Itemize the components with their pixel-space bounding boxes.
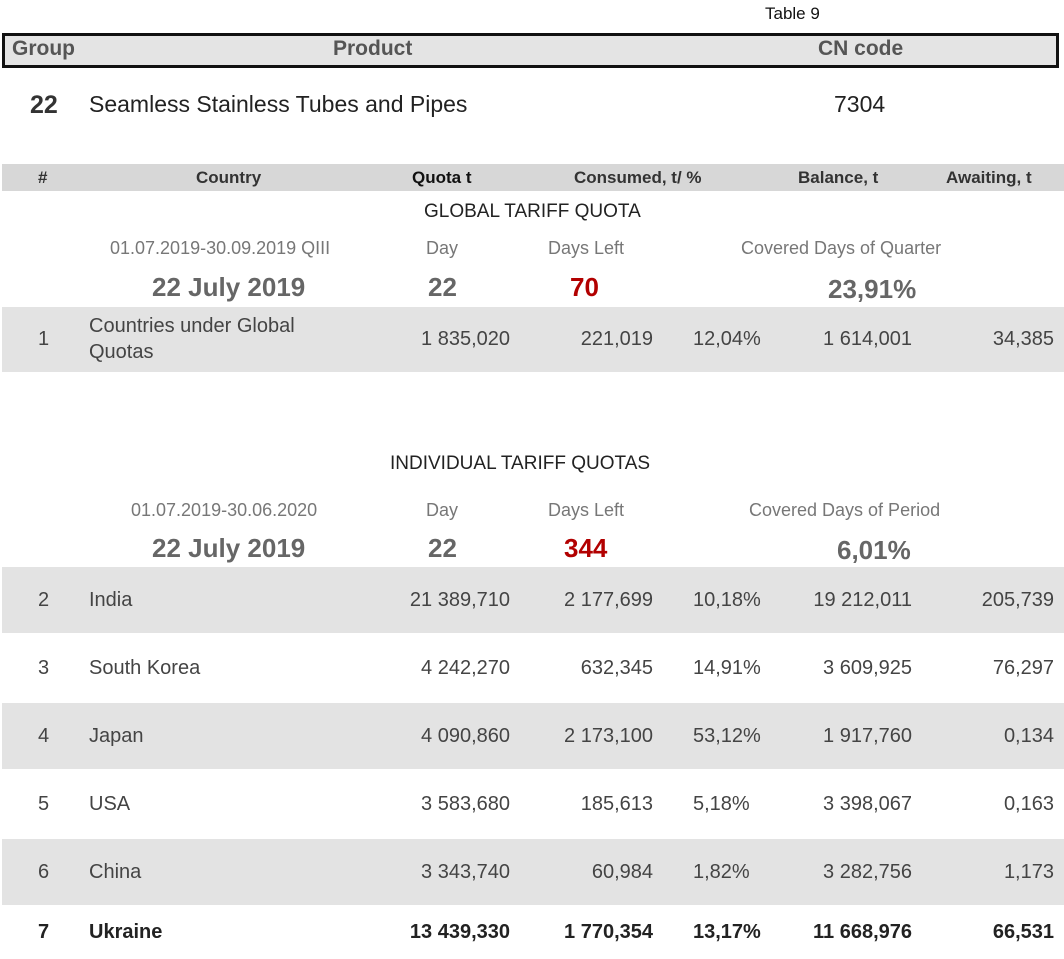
row-balance: 1 614,001 — [823, 328, 912, 350]
individual-date: 22 July 2019 — [152, 533, 306, 563]
row-consumed-t: 632,345 — [580, 657, 653, 679]
individual-covered-label: Covered Days of Period — [749, 500, 941, 520]
row-awaiting: 0,163 — [1003, 793, 1054, 815]
row-country: Countries under Global Quotas — [89, 315, 295, 363]
table-row — [2, 907, 1064, 959]
row-num: 4 — [38, 725, 50, 747]
row-num: 3 — [38, 657, 50, 679]
individual-days-left-label: Days Left — [548, 500, 625, 520]
group-header: Group — [12, 37, 75, 60]
row-awaiting: 205,739 — [981, 589, 1054, 611]
row-consumed-pct: 53,12% — [693, 725, 761, 747]
row-awaiting: 76,297 — [992, 657, 1054, 679]
row-quota: 3 583,680 — [421, 793, 510, 815]
row-awaiting: 34,385 — [992, 328, 1054, 350]
global-date: 22 July 2019 — [152, 272, 306, 302]
global-covered-label: Covered Days of Quarter — [741, 238, 942, 258]
col-quota: Quota t — [412, 168, 472, 187]
row-consumed-pct: 14,91% — [693, 657, 761, 679]
row-consumed-pct: 10,18% — [693, 589, 761, 611]
col-balance: Balance, t — [798, 168, 879, 187]
row-awaiting: 66,531 — [992, 921, 1054, 943]
col-num: # — [38, 168, 48, 187]
row-quota: 3 343,740 — [421, 861, 510, 883]
row-quota: 13 439,330 — [409, 921, 510, 943]
row-balance: 11 668,976 — [813, 921, 912, 943]
row-quota: 21 389,710 — [409, 589, 510, 611]
row-consumed-t: 2 173,100 — [564, 725, 653, 747]
row-balance: 3 609,925 — [823, 657, 912, 679]
row-balance: 3 398,067 — [823, 793, 912, 815]
cn-code-header: CN code — [818, 37, 904, 60]
row-awaiting: 0,134 — [1003, 725, 1054, 747]
global-days-left-label: Days Left — [548, 238, 625, 258]
table-row — [2, 839, 1064, 905]
col-country: Country — [196, 168, 262, 187]
global-title: GLOBAL TARIFF QUOTA — [424, 201, 641, 222]
global-day: 22 — [428, 272, 457, 302]
row-num: 6 — [38, 861, 50, 883]
col-awaiting: Awaiting, t — [946, 168, 1032, 187]
row-num: 5 — [38, 793, 50, 815]
row-consumed-pct: 12,04% — [693, 328, 761, 350]
row-awaiting: 1,173 — [1003, 861, 1054, 883]
row-country: China — [89, 861, 142, 883]
individual-days-left: 344 — [564, 533, 608, 563]
table-row — [2, 567, 1064, 633]
table-label: Table 9 — [765, 4, 820, 23]
row-country: India — [89, 589, 133, 611]
individual-day: 22 — [428, 533, 457, 563]
row-consumed-t: 185,613 — [580, 793, 653, 815]
table-row — [2, 307, 1064, 372]
row-balance: 3 282,756 — [823, 861, 912, 883]
row-num: 2 — [38, 589, 50, 611]
row-consumed-t: 2 177,699 — [564, 589, 653, 611]
row-quota: 4 242,270 — [421, 657, 510, 679]
table-row — [2, 703, 1064, 769]
table-row — [2, 635, 1064, 701]
row-quota: 1 835,020 — [421, 328, 510, 350]
row-consumed-t: 221,019 — [580, 328, 653, 350]
row-consumed-pct: 5,18% — [693, 793, 750, 815]
row-num: 1 — [38, 328, 50, 350]
column-header-bar — [2, 164, 1064, 191]
global-covered: 23,91% — [828, 274, 917, 304]
individual-day-label: Day — [426, 500, 459, 520]
row-consumed-t: 1 770,354 — [564, 921, 653, 943]
col-consumed: Consumed, t/ % — [574, 168, 702, 187]
row-consumed-pct: 13,17% — [693, 921, 761, 943]
row-country: USA — [89, 793, 131, 815]
row-balance: 19 212,011 — [813, 589, 912, 611]
product-header: Product — [333, 37, 413, 60]
group-number: 22 — [30, 91, 58, 119]
row-consumed-pct: 1,82% — [693, 861, 750, 883]
individual-title: INDIVIDUAL TARIFF QUOTAS — [390, 453, 651, 474]
row-country: South Korea — [89, 657, 201, 679]
row-balance: 1 917,760 — [823, 725, 912, 747]
global-day-label: Day — [426, 238, 459, 258]
cn-code: 7304 — [834, 91, 886, 117]
row-consumed-t: 60,984 — [591, 861, 653, 883]
individual-period: 01.07.2019-30.06.2020 — [131, 500, 318, 520]
row-quota: 4 090,860 — [421, 725, 510, 747]
row-num: 7 — [38, 921, 50, 943]
global-period: 01.07.2019-30.09.2019 QIII — [110, 238, 331, 258]
row-country: Ukraine — [89, 921, 163, 943]
global-days-left: 70 — [570, 272, 599, 302]
table-row — [2, 771, 1064, 837]
row-country: Japan — [89, 725, 144, 747]
product-name: Seamless Stainless Tubes and Pipes — [89, 91, 468, 117]
individual-covered: 6,01% — [837, 535, 911, 565]
